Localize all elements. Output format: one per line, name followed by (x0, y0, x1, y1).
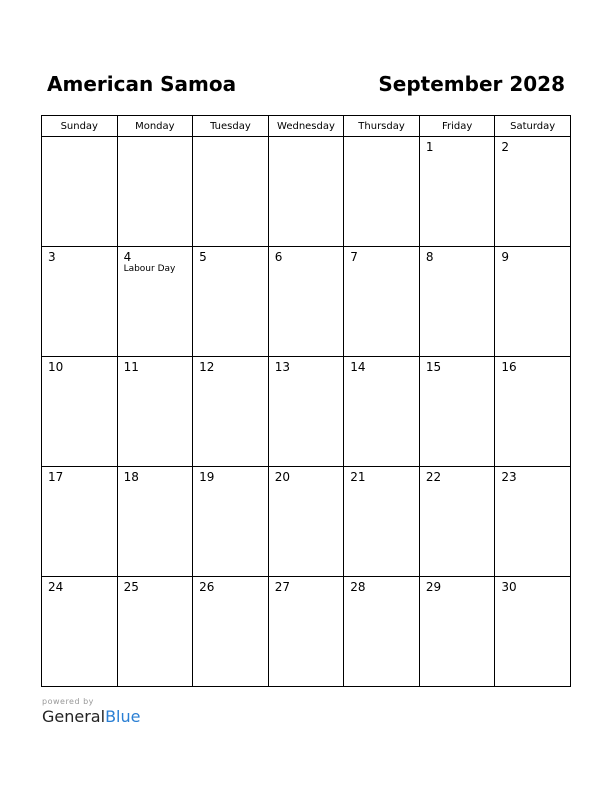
day-number: 25 (123, 580, 139, 594)
powered-by-text: powered by (42, 697, 94, 706)
day-cell (344, 247, 420, 357)
weekday-tuesday: Tuesday (193, 116, 269, 137)
day-number: 16 (501, 360, 517, 374)
calendar-grid (41, 115, 571, 687)
week-row (42, 357, 571, 467)
day-number: 3 (48, 250, 56, 264)
day-cell (268, 467, 344, 577)
day-number: 14 (350, 360, 366, 374)
day-number: 23 (501, 470, 517, 484)
day-number (269, 137, 344, 140)
day-cell (268, 357, 344, 467)
day-cell (42, 247, 118, 357)
day-number: 24 (48, 580, 64, 594)
day-cell (117, 467, 193, 577)
weekday-monday: Monday (117, 116, 193, 137)
day-number: 13 (274, 360, 290, 374)
day-cell (419, 137, 495, 247)
day-cell (117, 137, 193, 247)
day-cell (193, 357, 269, 467)
day-number: 19 (199, 470, 215, 484)
day-number: 10 (48, 360, 64, 374)
day-cell (268, 247, 344, 357)
day-number: 7 (350, 250, 358, 264)
weekday-thursday: Thursday (344, 116, 420, 137)
week-row (42, 577, 571, 687)
day-number: 28 (350, 580, 366, 594)
day-number (118, 137, 193, 140)
day-cell (117, 247, 193, 357)
day-number: 12 (199, 360, 215, 374)
holiday-label: Labour Day (123, 264, 176, 274)
day-number: 5 (199, 250, 207, 264)
day-number: 22 (425, 470, 442, 484)
weekday-saturday: Saturday (495, 116, 571, 137)
day-cell (193, 577, 269, 687)
day-cell (495, 467, 571, 577)
day-cell (268, 137, 344, 247)
day-cell (42, 467, 118, 577)
day-number (42, 137, 117, 140)
week-row (42, 467, 571, 577)
day-number: 29 (425, 580, 442, 594)
day-cell (344, 137, 420, 247)
day-cell (42, 137, 118, 247)
day-cell (268, 577, 344, 687)
country-title: American Samoa (47, 72, 237, 96)
day-number: 15 (425, 360, 442, 374)
day-number: 6 (274, 250, 283, 264)
day-number: 1 (425, 140, 434, 154)
day-cell (42, 577, 118, 687)
brand-part-blue: Blue (105, 707, 141, 726)
day-cell (344, 577, 420, 687)
month-year-title: September 2028 (378, 72, 565, 96)
day-cell (344, 467, 420, 577)
week-row (42, 247, 571, 357)
day-cell (495, 247, 571, 357)
weekday-friday: Friday (419, 116, 495, 137)
day-number: 17 (48, 470, 64, 484)
brand-part-general: General (42, 707, 106, 726)
day-number: 18 (123, 470, 139, 484)
day-number (193, 137, 268, 140)
day-number: 27 (274, 580, 290, 594)
day-number: 30 (501, 580, 517, 594)
day-number: 21 (350, 470, 366, 484)
day-cell (193, 467, 269, 577)
day-cell (344, 357, 420, 467)
day-cell (419, 577, 495, 687)
day-cell (193, 137, 269, 247)
weekday-wednesday: Wednesday (268, 116, 344, 137)
day-number: 20 (274, 470, 290, 484)
day-cell (117, 357, 193, 467)
day-number: 9 (501, 250, 510, 264)
week-row (42, 137, 571, 247)
day-number: 26 (199, 580, 215, 594)
generalblue-logo (42, 707, 140, 727)
day-cell (495, 137, 571, 247)
day-number: 2 (501, 140, 510, 154)
day-number (344, 137, 419, 140)
day-cell (193, 247, 269, 357)
day-cell (495, 357, 571, 467)
day-cell (419, 467, 495, 577)
day-cell (42, 357, 118, 467)
day-number: 4 (123, 250, 132, 264)
weekday-header-row (42, 116, 571, 137)
day-number: 8 (425, 250, 434, 264)
footer (42, 697, 140, 727)
day-cell (419, 247, 495, 357)
day-cell (419, 357, 495, 467)
day-number: 11 (123, 360, 139, 374)
day-cell (495, 577, 571, 687)
day-cell (117, 577, 193, 687)
weekday-sunday: Sunday (42, 116, 118, 137)
